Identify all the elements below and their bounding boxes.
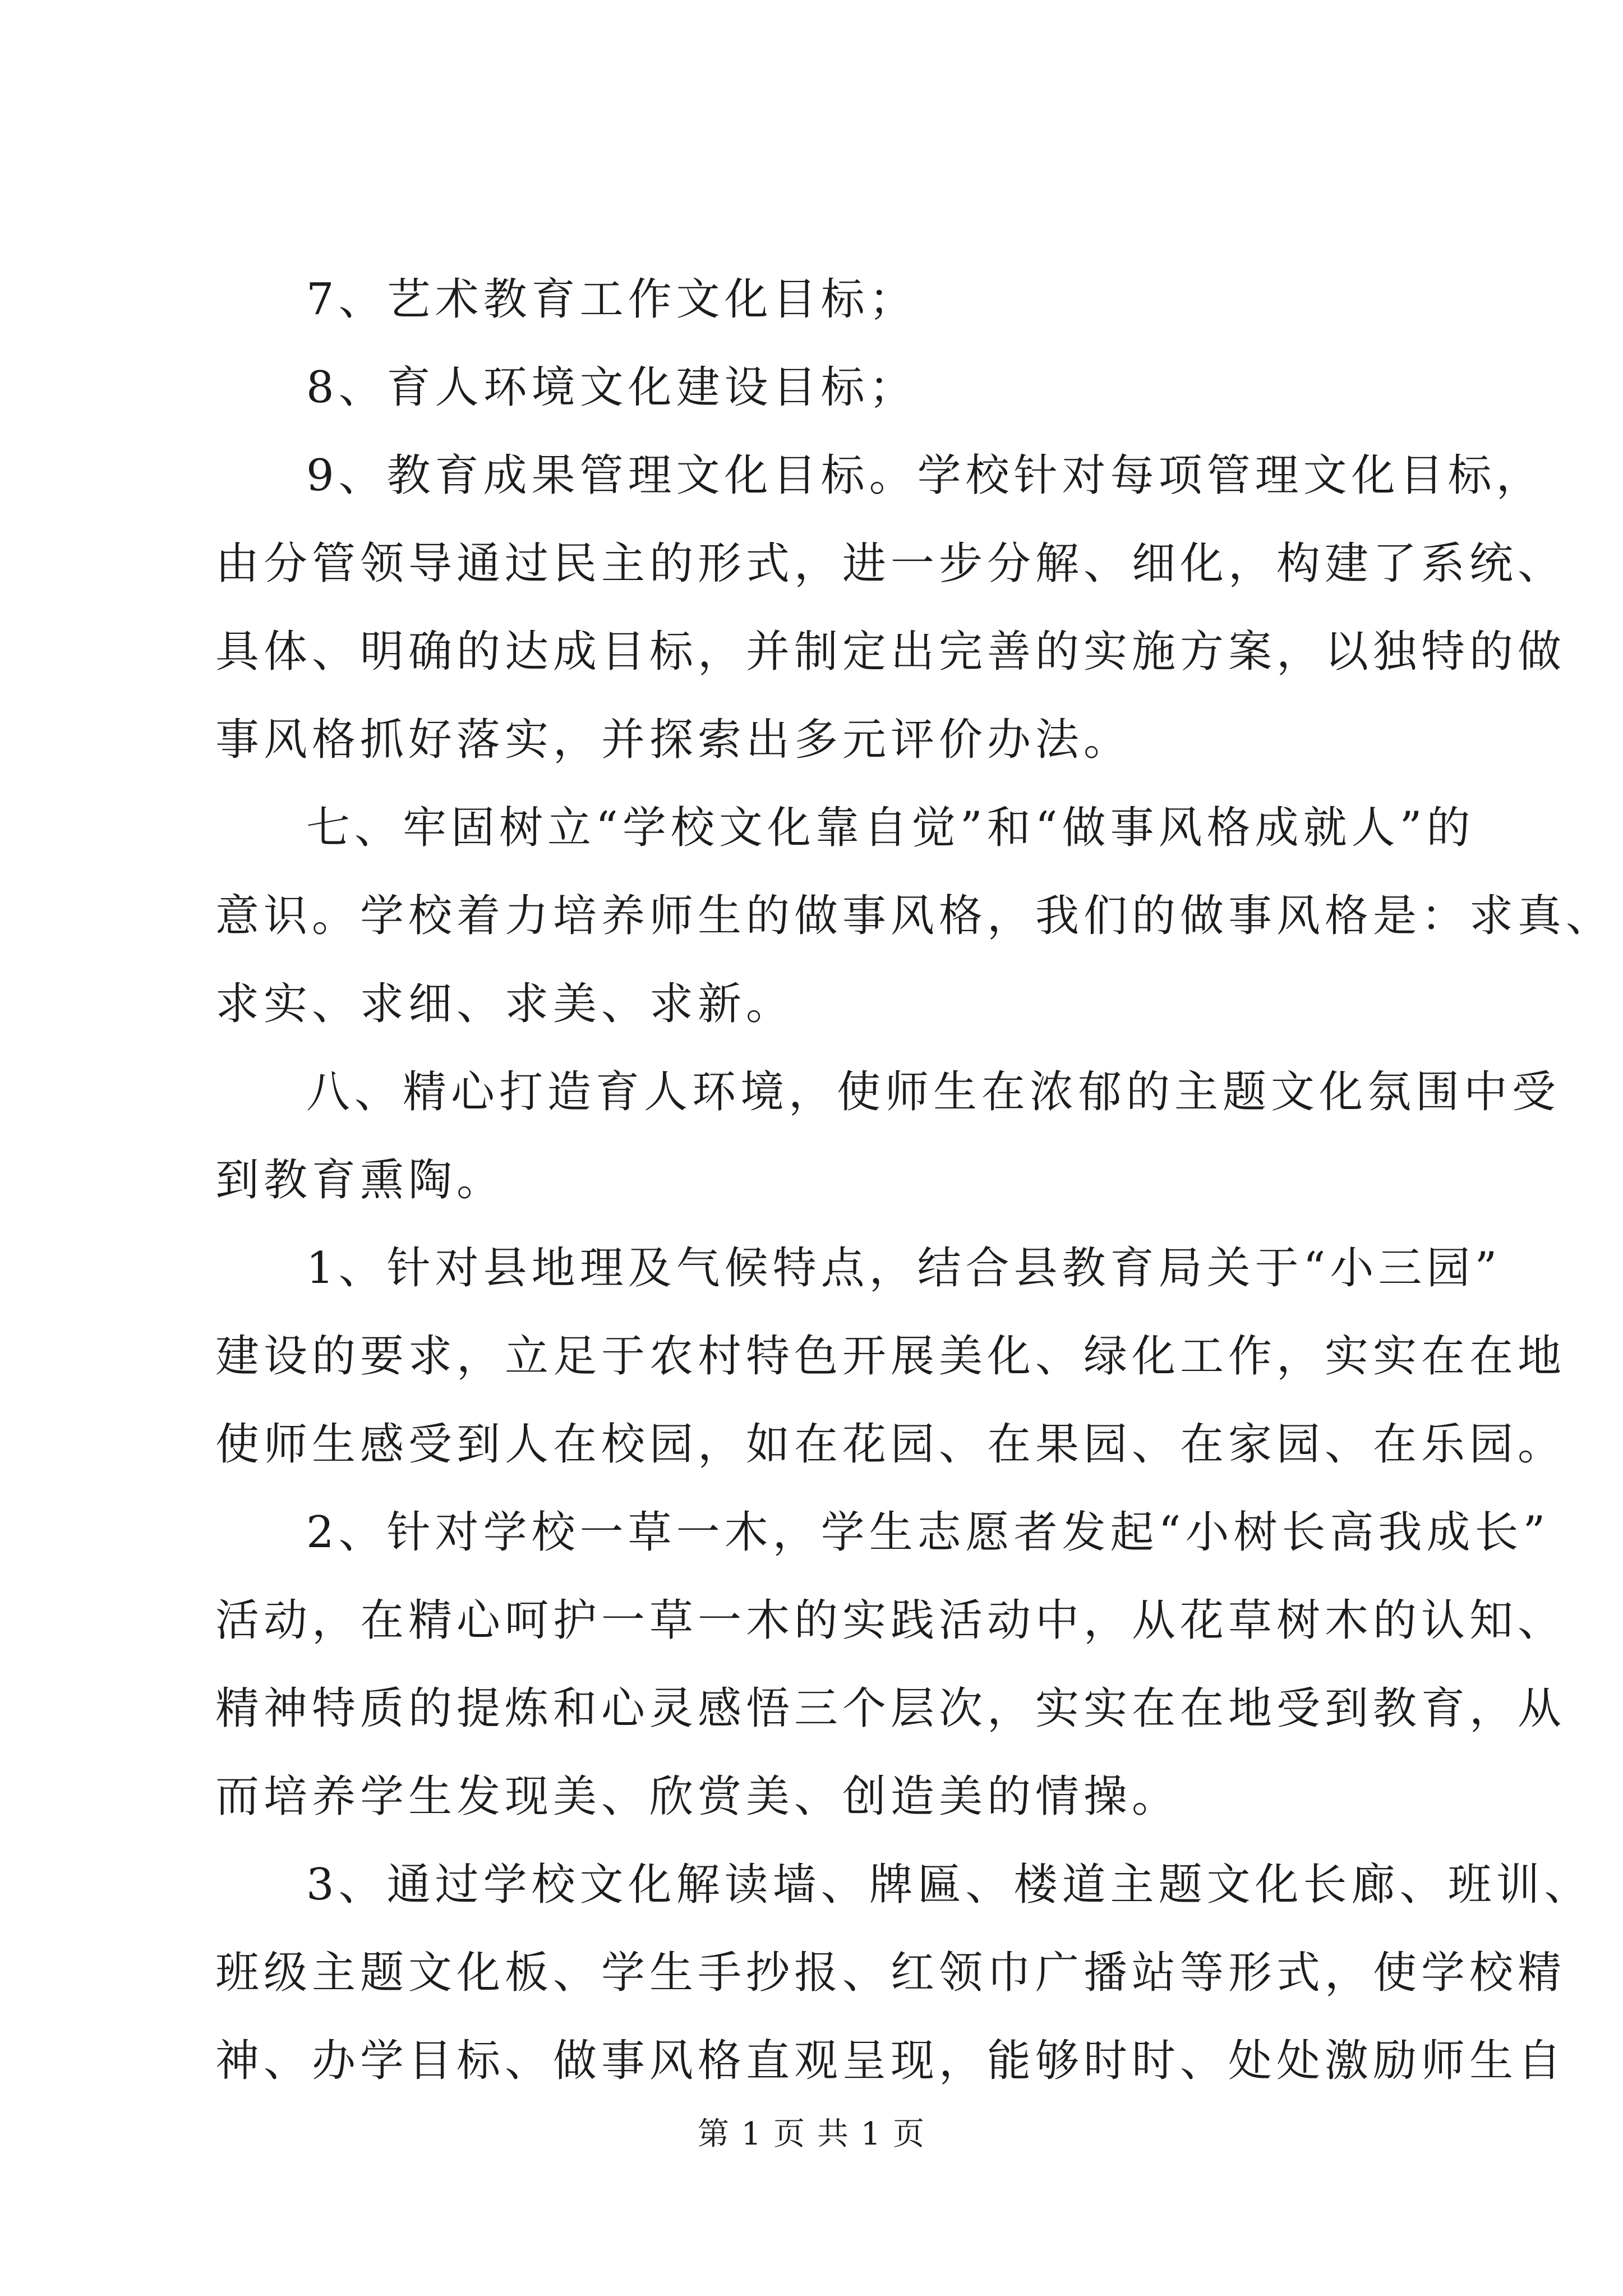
- text-line: 7、艺术教育工作文化目标；: [306, 274, 917, 325]
- text-line: 精神特质的提炼和心灵感悟三个层次，实实在在地受到教育，从: [215, 1683, 1566, 1734]
- text-line: 8、育人环境文化建设目标；: [306, 362, 917, 413]
- text-line: 八、精心打造育人环境，使师生在浓郁的主题文化氛围中受: [306, 1067, 1561, 1117]
- text-line: 使师生感受到人在校园，如在花园、在果园、在家园、在乐园。: [215, 1419, 1566, 1470]
- document-body: [215, 256, 1615, 2105]
- text-line: 到教育熏陶。: [215, 1155, 505, 1205]
- text-line: 2、针对学校一草一木，学生志愿者发起“小树长高我成长”: [306, 1507, 1550, 1558]
- text-line: 而培养学生发现美、欣赏美、创造美的情操。: [215, 1772, 1181, 1822]
- text-line: 班级主题文化板、学生手抄报、红领巾广播站等形式，使学校精: [215, 1948, 1566, 1998]
- text-line: 求实、求细、求美、求新。: [215, 979, 795, 1029]
- text-line: 1、针对县地理及气候特点，结合县教育局关于“小三园”: [306, 1243, 1502, 1294]
- text-line: 9、教育成果管理文化目标。学校针对每项管理文化目标，: [306, 450, 1544, 501]
- text-line: 由分管领导通过民主的形式，进一步分解、细化，构建了系统、: [215, 539, 1566, 589]
- page-footer: 第 1 页 共 1 页: [697, 2116, 926, 2152]
- text-line: 神、办学目标、做事风格直观呈现，能够时时、处处激励师生自: [215, 2036, 1566, 2086]
- text-line: 具体、明确的达成目标，并制定出完善的实施方案，以独特的做: [215, 627, 1566, 677]
- text-line: 意识。学校着力培养师生的做事风格，我们的做事风格是：求真、: [215, 891, 1615, 941]
- text-line: 事风格抓好落实，并探索出多元评价办法。: [215, 715, 1132, 765]
- text-line: 建设的要求，立足于农村特色开展美化、绿化工作，实实在在地: [215, 1331, 1566, 1382]
- text-line: 活动，在精心呵护一草一木的实践活动中，从花草树木的认知、: [215, 1595, 1566, 1646]
- text-line: 七、牢固树立“学校文化靠自觉”和“做事风格成就人”的: [306, 803, 1475, 853]
- text-line: 3、通过学校文化解读墙、牌匾、楼道主题文化长廊、班训、: [306, 1860, 1593, 1910]
